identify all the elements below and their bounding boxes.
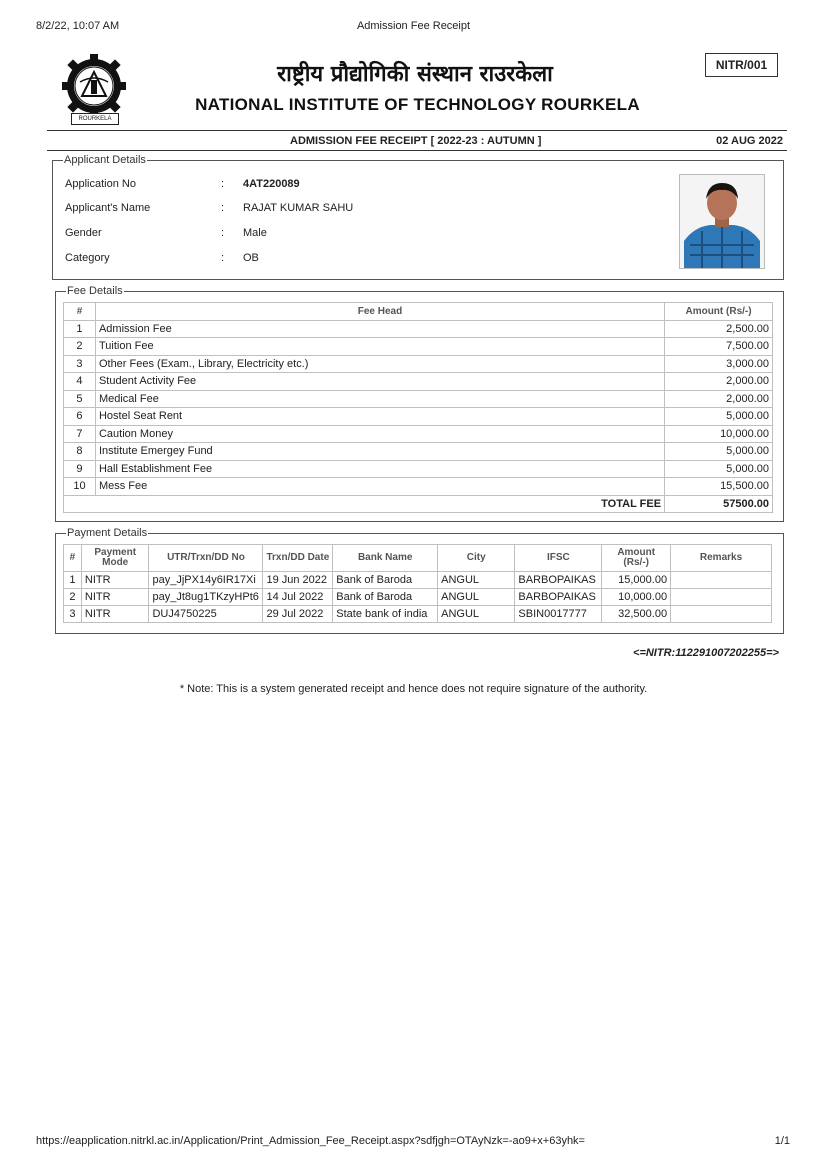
table-row — [64, 572, 772, 589]
fee-col-head: Fee Head — [95, 303, 664, 321]
applicant-name-value: RAJAT KUMAR SAHU — [243, 202, 354, 214]
pay-col-amount-line2: (Rs/-) — [623, 557, 649, 568]
pay-col-mode-line2: Mode — [102, 557, 129, 568]
fee-amount: 2,500.00 — [665, 320, 773, 338]
pay-col-ifsc: IFSC — [515, 545, 602, 572]
fee-col-num: # — [64, 303, 96, 321]
gender-label: Gender — [65, 227, 102, 239]
applicant-name-label: Applicant's Name — [65, 202, 151, 214]
pay-num: 3 — [64, 606, 82, 623]
fee-table-header — [64, 303, 773, 321]
applicant-photo — [679, 174, 765, 269]
fee-total-row — [64, 495, 773, 513]
application-no-sep: : — [221, 178, 225, 190]
receipt-date: 02 AUG 2022 — [716, 135, 783, 147]
footer-page-number: 1/1 — [774, 1135, 790, 1147]
receipt-title: ADMISSION FEE RECEIPT [ 2022-23 : AUTUMN ] — [290, 135, 542, 147]
pay-ifsc: SBIN0017777 — [515, 606, 602, 623]
pay-col-amount — [602, 545, 671, 572]
pay-bank: Bank of Baroda — [333, 572, 438, 589]
pay-ifsc: BARBOPAIKAS — [515, 572, 602, 589]
pay-mode: NITR — [81, 589, 149, 606]
fee-num: 9 — [64, 460, 96, 478]
category-value: OB — [243, 252, 259, 264]
pay-city: ANGUL — [438, 572, 515, 589]
table-row — [64, 606, 772, 623]
fee-head: Tuition Fee — [95, 338, 664, 356]
fee-details-legend: Fee Details — [67, 285, 123, 297]
pay-date: 29 Jul 2022 — [263, 606, 333, 623]
fee-num: 2 — [64, 338, 96, 356]
fee-amount: 5,000.00 — [665, 408, 773, 426]
fee-num: 6 — [64, 408, 96, 426]
fee-num: 10 — [64, 478, 96, 496]
payment-details-legend: Payment Details — [67, 527, 148, 539]
table-row — [64, 338, 773, 356]
table-row — [64, 443, 773, 461]
pay-col-num: # — [64, 545, 82, 572]
pay-col-utr: UTR/Trxn/DD No — [149, 545, 263, 572]
title-rule-bottom — [47, 150, 787, 151]
pay-mode: NITR — [81, 606, 149, 623]
fee-num: 5 — [64, 390, 96, 408]
pay-utr: pay_Jt8ug1TKzyHPt6 — [149, 589, 263, 606]
application-no-label: Application No — [65, 178, 136, 190]
table-row — [64, 478, 773, 496]
fee-amount: 2,000.00 — [665, 390, 773, 408]
pay-city: ANGUL — [438, 589, 515, 606]
receipt-code-box: NITR/001 — [705, 53, 778, 77]
gender-value: Male — [243, 227, 267, 239]
fee-num: 7 — [64, 425, 96, 443]
fee-amount: 5,000.00 — [665, 460, 773, 478]
fee-total-value: 57500.00 — [665, 495, 773, 513]
payment-table-header — [64, 545, 772, 572]
table-row — [64, 355, 773, 373]
fee-num: 1 — [64, 320, 96, 338]
fee-head: Admission Fee — [95, 320, 664, 338]
institute-name-english: NATIONAL INSTITUTE OF TECHNOLOGY ROURKELA — [195, 95, 640, 114]
pay-date: 19 Jun 2022 — [263, 572, 333, 589]
table-row — [64, 320, 773, 338]
pay-amount: 32,500.00 — [602, 606, 671, 623]
fee-amount: 5,000.00 — [665, 443, 773, 461]
applicant-details-section — [52, 154, 784, 280]
table-row — [64, 460, 773, 478]
pay-date: 14 Jul 2022 — [263, 589, 333, 606]
fee-head: Mess Fee — [95, 478, 664, 496]
pay-num: 2 — [64, 589, 82, 606]
pay-bank: Bank of Baroda — [333, 589, 438, 606]
print-datetime: 8/2/22, 10:07 AM — [36, 20, 120, 32]
fee-amount: 10,000.00 — [665, 425, 773, 443]
pay-col-mode-line1: Payment — [94, 547, 137, 558]
fee-head: Student Activity Fee — [95, 373, 664, 391]
table-row — [64, 589, 772, 606]
applicant-name-sep: : — [221, 202, 225, 214]
pay-col-city: City — [438, 545, 515, 572]
institute-name-hindi: राष्ट्रीय प्रौद्योगिकी संस्थान राउरकेला — [277, 62, 553, 87]
fee-amount: 2,000.00 — [665, 373, 773, 391]
title-rule-top — [47, 130, 787, 131]
pay-utr: pay_JjPX14y6IR17Xi — [149, 572, 263, 589]
pay-col-mode — [81, 545, 149, 572]
pay-num: 1 — [64, 572, 82, 589]
gender-sep: : — [221, 227, 225, 239]
table-row — [64, 408, 773, 426]
fee-head: Hall Establishment Fee — [95, 460, 664, 478]
fee-amount: 15,500.00 — [665, 478, 773, 496]
table-row — [64, 425, 773, 443]
fee-table — [63, 302, 773, 513]
system-note: * Note: This is a system generated receipt and hence does not require signature of the authority. — [179, 683, 648, 695]
print-page-title: Admission Fee Receipt — [356, 20, 471, 32]
fee-head: Medical Fee — [95, 390, 664, 408]
pay-remarks — [671, 589, 772, 606]
table-row — [64, 373, 773, 391]
fee-col-amount: Amount (Rs/-) — [665, 303, 773, 321]
table-row — [64, 390, 773, 408]
applicant-details-legend: Applicant Details — [64, 154, 146, 166]
category-sep: : — [221, 252, 225, 264]
pay-amount: 10,000.00 — [602, 589, 671, 606]
pay-mode: NITR — [81, 572, 149, 589]
fee-num: 8 — [64, 443, 96, 461]
verification-code: <=NITR:112291007202255=> — [633, 647, 779, 659]
fee-num: 4 — [64, 373, 96, 391]
fee-head: Other Fees (Exam., Library, Electricity etc.) — [95, 355, 664, 373]
pay-utr: DUJ4750225 — [149, 606, 263, 623]
fee-amount: 7,500.00 — [665, 338, 773, 356]
pay-col-amount-line1: Amount — [617, 547, 656, 558]
footer-url[interactable]: https://eapplication.nitrkl.ac.in/Application/Print_Admission_Fee_Receipt.aspx?sdfjgh=OTAyNzk=-ao9+x+63yhk= — [36, 1135, 585, 1147]
pay-ifsc: BARBOPAIKAS — [515, 589, 602, 606]
payment-table — [63, 544, 772, 623]
pay-remarks — [671, 606, 772, 623]
fee-total-label: TOTAL FEE — [64, 495, 665, 513]
fee-amount: 3,000.00 — [665, 355, 773, 373]
pay-col-remarks: Remarks — [671, 545, 772, 572]
pay-col-bank: Bank Name — [333, 545, 438, 572]
fee-num: 3 — [64, 355, 96, 373]
pay-bank: State bank of india — [333, 606, 438, 623]
fee-head: Caution Money — [95, 425, 664, 443]
application-no-value: 4AT220089 — [243, 178, 300, 190]
category-label: Category — [65, 252, 110, 264]
pay-remarks — [671, 572, 772, 589]
fee-head: Institute Emergey Fund — [95, 443, 664, 461]
pay-amount: 15,000.00 — [602, 572, 671, 589]
pay-col-date: Trxn/DD Date — [263, 545, 333, 572]
fee-head: Hostel Seat Rent — [95, 408, 664, 426]
logo-banner: ROURKELA — [71, 113, 119, 125]
pay-city: ANGUL — [438, 606, 515, 623]
